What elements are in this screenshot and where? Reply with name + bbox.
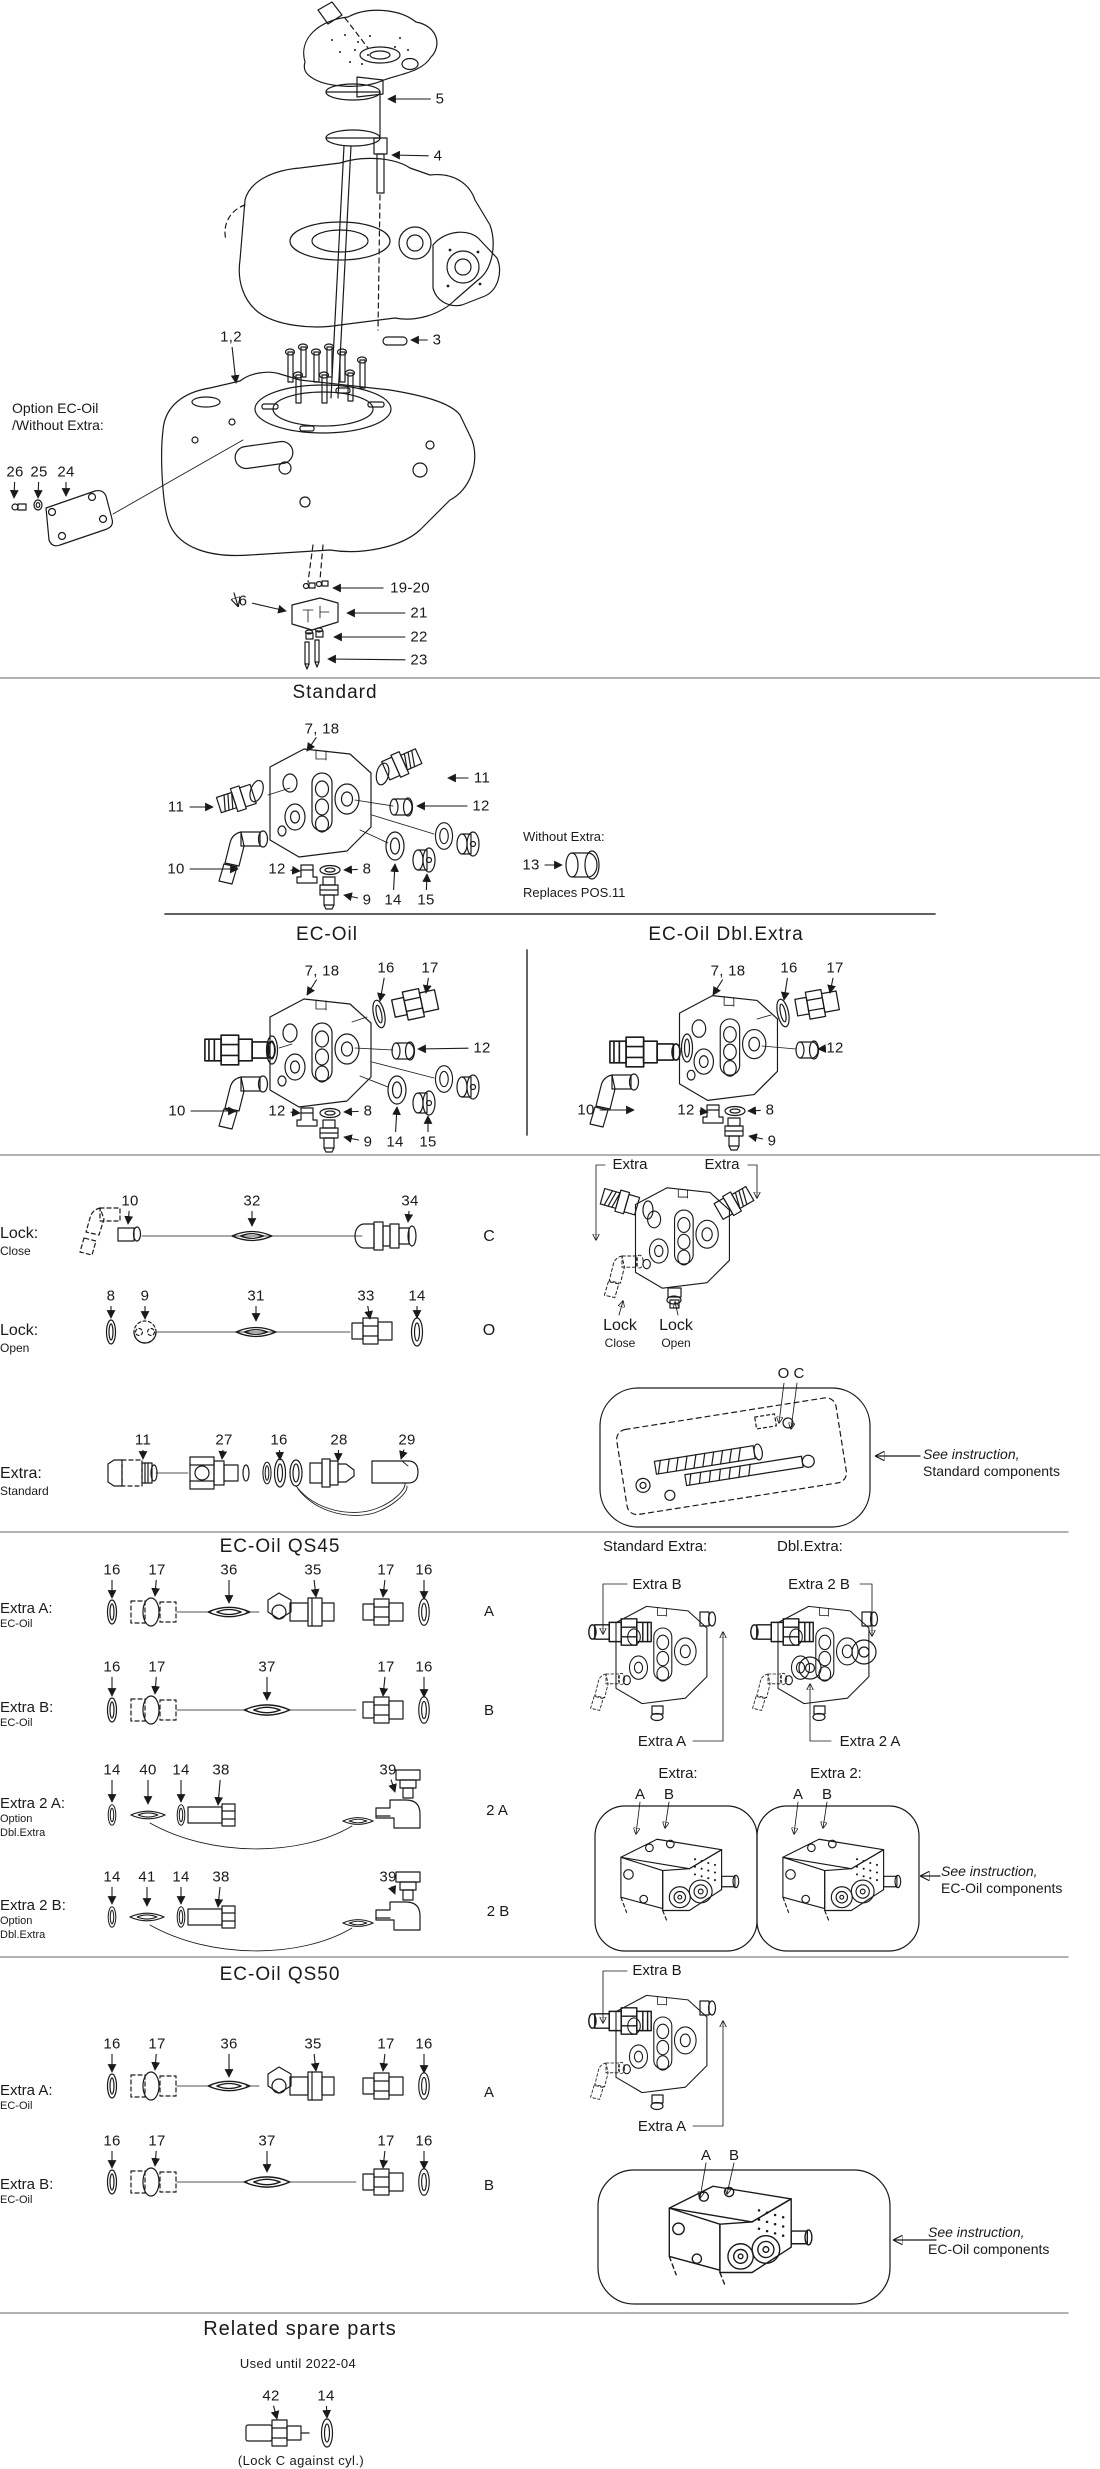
without-extra-heading: Without Extra: <box>523 829 605 844</box>
extra-a-qs45-label: Extra A: EC-Oil <box>0 1600 53 1631</box>
related-spare-parts-title: Related spare parts <box>203 2318 397 2340</box>
part-number-callout: 29 <box>398 1431 416 1449</box>
part-number-callout: 11 <box>134 1431 152 1449</box>
part-number-callout: 8 <box>362 860 372 878</box>
part-number-callout: 25 <box>30 463 48 481</box>
part-number-callout: 27 <box>215 1431 233 1449</box>
part-number-callout: 8 <box>363 1102 373 1120</box>
part-number-callout: 34 <box>401 1192 419 1210</box>
row-letter-a-qs45: A <box>483 1603 495 1620</box>
extra-b-qs50-label: Extra B: EC-Oil <box>0 2176 54 2207</box>
part-number-callout: 37 <box>258 2132 276 2150</box>
lock-close-label: Lock: Close <box>0 1225 39 1258</box>
qs50fig-port-a: A <box>700 2147 712 2164</box>
part-number-callout: 23 <box>410 651 428 669</box>
part-number-callout: 16 <box>270 1431 288 1449</box>
ecfig1-port-a: A <box>634 1786 646 1803</box>
replaces-pos11-note: Replaces POS.11 <box>523 885 626 900</box>
part-number-callout: 17 <box>377 1561 395 1579</box>
part-number-callout: 38 <box>212 1868 230 1886</box>
part-number-callout: 9 <box>140 1287 150 1305</box>
part-number-callout: 16 <box>103 1561 121 1579</box>
part-number-callout: 19-20 <box>390 579 430 597</box>
qs45fig-extra-2a: Extra 2 A <box>839 1733 901 1750</box>
part-number-callout: 9 <box>363 1133 373 1151</box>
qs45-head-dbl-extra: Dbl.Extra: <box>777 1538 843 1555</box>
see-ecoil-qs45-note: See instruction, EC-Oil components <box>941 1863 1063 1897</box>
part-number-callout: 16 <box>103 1658 121 1676</box>
lockfig-extra-left: Extra <box>612 1156 648 1173</box>
ecfig1-port-b: B <box>663 1786 675 1803</box>
part-number-callout: 24 <box>57 463 75 481</box>
part-number-callout: 16 <box>415 1658 433 1676</box>
part-number-callout: 9 <box>767 1132 777 1150</box>
part-number-callout: 16 <box>377 959 395 977</box>
part-number-callout: 17 <box>148 2132 166 2150</box>
ecfig2-port-a: A <box>792 1786 804 1803</box>
part-number-callout: 12 <box>473 1039 491 1057</box>
part-number-callout: 26 <box>6 463 24 481</box>
extra-standard-label: Extra: Standard <box>0 1465 49 1498</box>
row-letter-2b: 2 B <box>486 1903 510 1920</box>
part-number-callout: 11 <box>473 769 491 787</box>
qs45fig-extra-a: Extra A <box>637 1733 687 1750</box>
part-number-callout: 40 <box>139 1761 157 1779</box>
ecfig-extra-head: Extra: <box>658 1765 698 1782</box>
part-number-callout: 7, 18 <box>304 720 340 738</box>
extra-2a-label: Extra 2 A: Option Dbl.Extra <box>0 1795 66 1839</box>
ecfig-extra2-head: Extra 2: <box>810 1765 862 1782</box>
part-number-callout: 14 <box>408 1287 426 1305</box>
part-number-callout: 32 <box>243 1192 261 1210</box>
part-number-callout: 17 <box>377 1658 395 1676</box>
part-number-callout: 7, 18 <box>710 962 746 980</box>
part-number-callout: 14 <box>386 1133 404 1151</box>
lockfig-lock-close: Lock Close <box>603 1317 637 1350</box>
part-number-callout: 1,2 <box>220 328 242 346</box>
part-number-callout: 3 <box>432 331 442 349</box>
part-number-callout: 36 <box>220 2035 238 2053</box>
qs45fig-extra-2b: Extra 2 B <box>788 1576 850 1593</box>
part-number-callout: 8 <box>765 1101 775 1119</box>
standard-section-title: Standard <box>292 682 378 703</box>
part-number-callout: 21 <box>410 604 428 622</box>
lock-c-against-cyl-note: (Lock C against cyl.) <box>237 2453 365 2468</box>
part-number-callout: 35 <box>304 2035 322 2053</box>
qs50-section-title: EC-Oil QS50 <box>219 1964 341 1985</box>
part-number-callout: 31 <box>247 1287 265 1305</box>
part-number-callout: 12 <box>268 1102 286 1120</box>
extra-b-qs45-label: Extra B: EC-Oil <box>0 1699 54 1730</box>
extra-2b-label: Extra 2 B: Option Dbl.Extra <box>0 1897 66 1941</box>
part-number-callout: 35 <box>304 1561 322 1579</box>
option-ecoil-note: Option EC-Oil /Without Extra: <box>12 400 104 434</box>
part-number-callout: 15 <box>419 1133 437 1151</box>
row-letter-c: C <box>483 1228 495 1245</box>
part-number-callout: 12 <box>268 860 286 878</box>
part-number-callout: 16 <box>780 959 798 977</box>
extra-a-qs50-label: Extra A: EC-Oil <box>0 2082 53 2113</box>
qs50fig-extra-b: Extra B <box>632 1962 682 1979</box>
part-number-callout: 14 <box>103 1868 121 1886</box>
part-number-callout: 12 <box>826 1039 844 1057</box>
lockfig-extra-right: Extra <box>704 1156 740 1173</box>
part-number-callout: 41 <box>138 1868 156 1886</box>
part-number-callout: 13 <box>522 856 540 874</box>
qs50fig-port-b: B <box>728 2147 740 2164</box>
part-number-callout: 42 <box>262 2387 280 2405</box>
ecoil-section-title: EC-Oil <box>296 924 358 945</box>
part-number-callout: 38 <box>212 1761 230 1779</box>
part-number-callout: 8 <box>106 1287 116 1305</box>
part-number-callout: 10 <box>168 1102 186 1120</box>
part-number-callout: 17 <box>148 2035 166 2053</box>
see-standard-note: See instruction, Standard components <box>923 1446 1060 1480</box>
part-number-callout: 17 <box>377 2035 395 2053</box>
part-number-callout: 28 <box>330 1431 348 1449</box>
row-letter-2a: 2 A <box>486 1802 508 1819</box>
stdfig-oc-label: O C <box>777 1365 805 1382</box>
part-number-callout: 4 <box>433 147 443 165</box>
part-number-callout: 16 <box>415 2035 433 2053</box>
part-number-callout: 14 <box>384 891 402 909</box>
qs45fig-extra-b: Extra B <box>632 1576 682 1593</box>
part-number-callout: 33 <box>357 1287 375 1305</box>
row-letter-o: O <box>482 1322 496 1339</box>
row-letter-b-qs45: B <box>483 1702 495 1719</box>
part-number-callout: 17 <box>148 1658 166 1676</box>
part-number-callout: 14 <box>103 1761 121 1779</box>
part-number-callout: 37 <box>258 1658 276 1676</box>
part-number-callout: 17 <box>421 959 439 977</box>
part-number-callout: 16 <box>415 2132 433 2150</box>
part-number-callout: 10 <box>121 1192 139 1210</box>
part-number-callout: 16 <box>103 2035 121 2053</box>
qs45-head-standard-extra: Standard Extra: <box>603 1538 708 1555</box>
part-number-callout: 15 <box>417 891 435 909</box>
ecoil-dbl-extra-section-title: EC-Oil Dbl.Extra <box>648 924 804 945</box>
part-number-callout: 39 <box>379 1761 397 1779</box>
part-number-callout: 17 <box>377 2132 395 2150</box>
part-number-callout: 39 <box>379 1868 397 1886</box>
part-number-callout: 36 <box>220 1561 238 1579</box>
part-number-callout: 14 <box>172 1761 190 1779</box>
part-number-callout: 6 <box>238 592 248 610</box>
lock-open-label: Lock: Open <box>0 1322 39 1355</box>
part-number-callout: 16 <box>103 2132 121 2150</box>
see-ecoil-qs50-note: See instruction, EC-Oil components <box>928 2224 1050 2258</box>
part-number-callout: 7, 18 <box>304 962 340 980</box>
part-number-callout: 17 <box>826 959 844 977</box>
part-number-callout: 17 <box>148 1561 166 1579</box>
part-number-callout: 14 <box>317 2387 335 2405</box>
qs45-section-title: EC-Oil QS45 <box>219 1536 341 1557</box>
part-number-callout: 14 <box>172 1868 190 1886</box>
used-until-note: Used until 2022-04 <box>239 2356 357 2371</box>
part-number-callout: 9 <box>362 891 372 909</box>
lockfig-lock-open: Lock Open <box>659 1317 693 1350</box>
qs50fig-extra-a: Extra A <box>637 2118 687 2135</box>
part-number-callout: 16 <box>415 1561 433 1579</box>
ecfig2-port-b: B <box>821 1786 833 1803</box>
part-number-callout: 12 <box>472 797 490 815</box>
part-number-callout: 11 <box>167 798 185 816</box>
part-number-callout: 10 <box>577 1101 595 1119</box>
part-number-callout: 5 <box>435 90 445 108</box>
part-number-callout: 22 <box>410 628 428 646</box>
row-letter-a-qs50: A <box>483 2084 495 2101</box>
part-number-callout: 12 <box>677 1101 695 1119</box>
row-letter-b-qs50: B <box>483 2177 495 2194</box>
part-number-callout: 10 <box>167 860 185 878</box>
